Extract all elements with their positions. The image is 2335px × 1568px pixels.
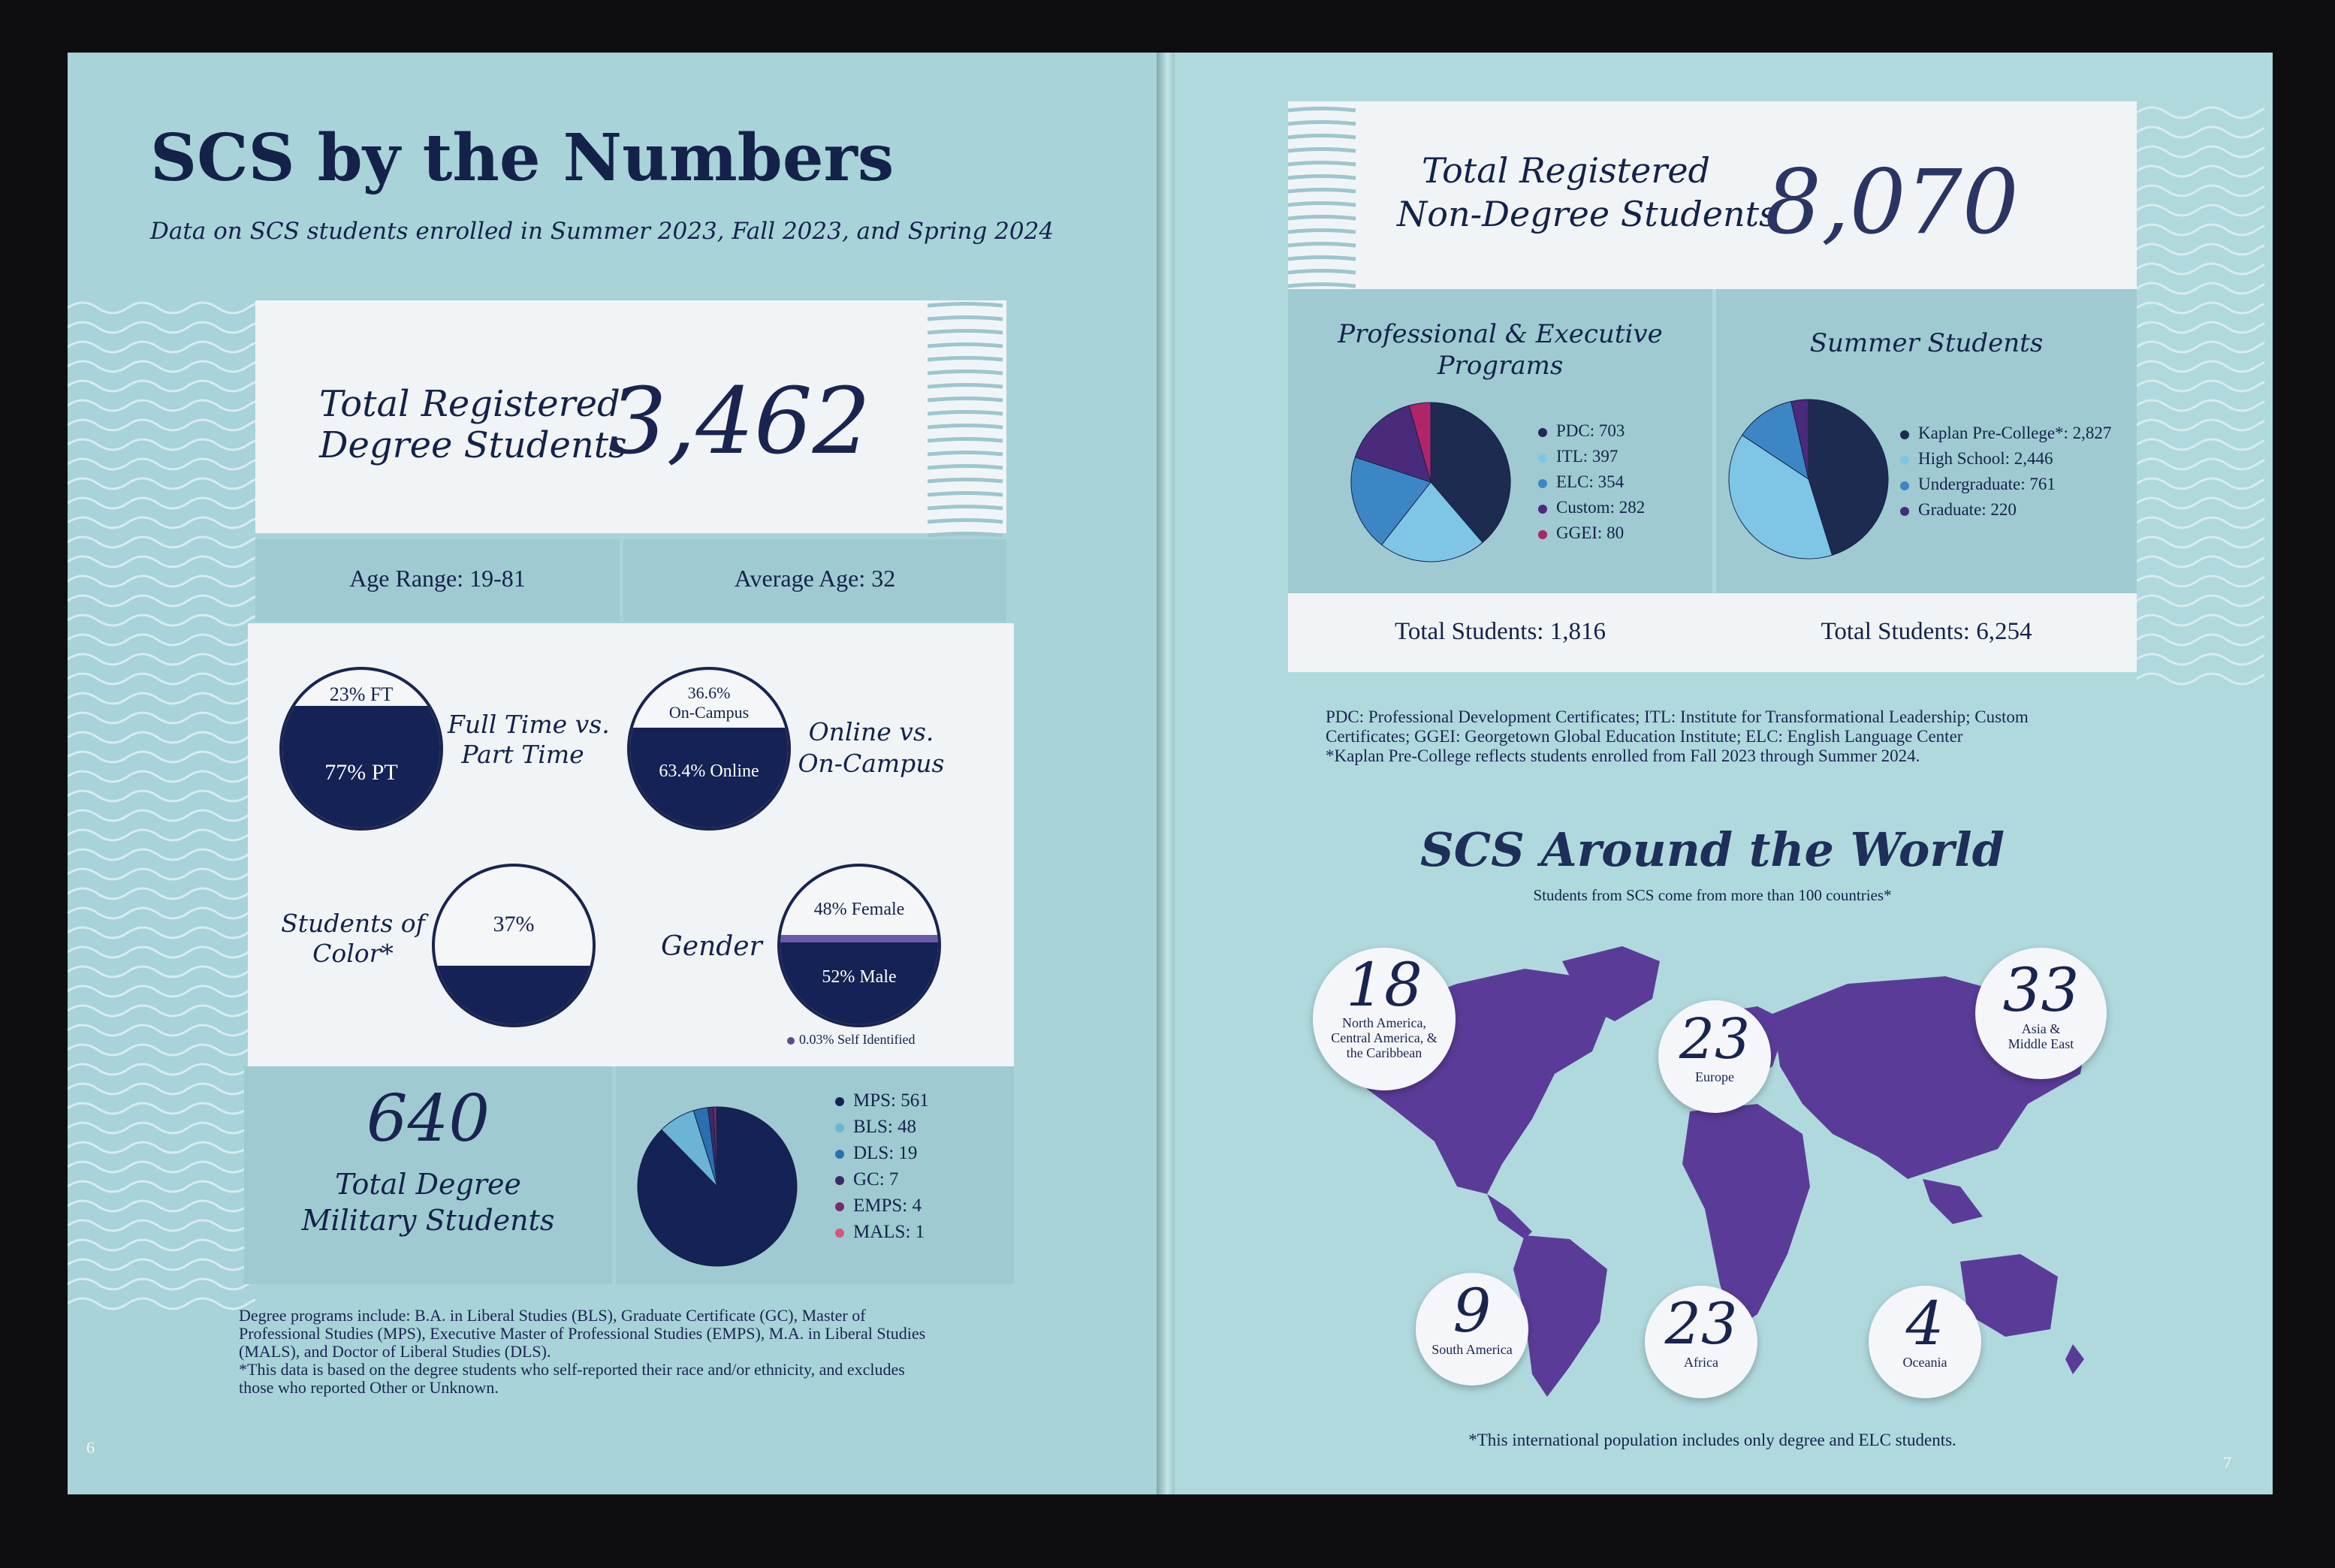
wave-line (2137, 674, 2264, 684)
wave-line (68, 420, 255, 430)
self-identified-dot (787, 1037, 795, 1045)
female-label: 48% Female (813, 900, 905, 919)
legend-dot (835, 1097, 844, 1106)
prof-title-1: Professional & Executive (1338, 319, 1663, 349)
legend-item (1538, 469, 1645, 495)
region-sa-label: South America (1431, 1342, 1513, 1357)
region-asia-label-2: Middle East (2008, 1036, 2074, 1051)
wave-line (68, 303, 255, 313)
map-new-zealand (2065, 1344, 2084, 1374)
wave-line (2137, 244, 2264, 255)
stripe-line (928, 385, 1003, 387)
nondegree-label-1: Total Registered (1421, 150, 1711, 191)
legend-dot (1538, 479, 1547, 488)
stripe-line (1288, 217, 1356, 219)
degree-label-2: Degree Students (319, 424, 627, 466)
legend-item (835, 1166, 929, 1193)
wave-line (68, 342, 255, 352)
age-range: Age Range: 19-81 (349, 565, 526, 592)
wave-line (2137, 303, 2264, 313)
stripe-line (928, 534, 1003, 536)
wave-line (2137, 342, 2264, 352)
wave-line (68, 908, 255, 918)
stripes-decoration (928, 297, 1010, 537)
region-na-label-3: the Caribbean (1346, 1045, 1422, 1060)
wave-line (68, 1201, 255, 1211)
wave-line (2137, 537, 2264, 547)
region-asia (1975, 948, 2107, 1079)
wave-line (2137, 635, 2264, 645)
wave-line (2137, 517, 2264, 528)
stripe-line (928, 426, 1003, 428)
military-value: 640 (366, 1081, 490, 1156)
legend-label: Custom: 282 (1556, 498, 1646, 517)
wave-line (68, 869, 255, 879)
wave-line (68, 1259, 255, 1270)
legend-dot (1538, 505, 1547, 514)
wave-line (68, 693, 255, 704)
wave-pattern-right (2137, 105, 2264, 691)
wave-line (68, 537, 255, 547)
page-subtitle: Data on SCS students enrolled in Summer 2023, Fall 2023, and Spring 2024 (150, 218, 1054, 245)
wave-line (2137, 576, 2264, 586)
stripe-line (1288, 190, 1356, 192)
stripe-line (928, 507, 1003, 509)
book-spine (1157, 53, 1175, 1494)
wave-line (2137, 322, 2264, 333)
wave-line (68, 361, 255, 372)
legend-label: GGEI: 80 (1556, 523, 1625, 542)
footnote-line: *This data is based on the degree students who self-reported their race and/or ethnicity, and excludes (239, 1360, 905, 1379)
wave-line (68, 732, 255, 743)
wave-line (68, 1220, 255, 1231)
prof-pie (1348, 400, 1513, 565)
legend-label: MPS: 561 (853, 1090, 929, 1111)
legend-dot (1900, 430, 1909, 439)
wave-line (68, 1142, 255, 1153)
stripes-decoration-right (1288, 101, 1359, 289)
stripe-line (1288, 285, 1356, 287)
ft-label: 23% FT (329, 683, 394, 705)
world-subtitle: Students from SCS come from more than 100 countries* (1533, 886, 1892, 904)
wave-line (2137, 459, 2264, 469)
online-label: 63.4% Online (659, 761, 759, 781)
wave-line (68, 947, 255, 957)
page-number-right: 7 (2223, 1453, 2231, 1472)
wave-line (68, 752, 255, 762)
stripe-line (928, 493, 1003, 496)
wave-line (68, 986, 255, 997)
nondegree-total: 8,070 (1765, 150, 2019, 254)
stripe-line (928, 412, 1003, 415)
legend-dot (1900, 456, 1909, 465)
map-southeast-asia (1923, 1179, 1983, 1224)
legend-label: ELC: 354 (1556, 472, 1625, 491)
stripe-line (928, 439, 1003, 442)
legend-item (1900, 446, 2111, 472)
legend-dot (1538, 428, 1547, 437)
wave-line (68, 1103, 255, 1114)
region-na-label-1: North America, (1342, 1015, 1426, 1030)
legend-dot (835, 1176, 844, 1185)
legend-item (835, 1219, 929, 1245)
average-age: Average Age: 32 (734, 565, 896, 592)
wave-line (68, 615, 255, 626)
legend-dot (1900, 507, 1909, 516)
stripe-line (1288, 149, 1356, 152)
stripe-line (928, 453, 1003, 455)
legend-dot (1900, 481, 1909, 490)
wave-line (2137, 654, 2264, 665)
wave-line (68, 1084, 255, 1094)
region-africa (1645, 1286, 1757, 1398)
legend-label: MALS: 1 (853, 1222, 925, 1242)
legend-item (1538, 418, 1645, 444)
online-caption-1: Online vs. (808, 717, 934, 746)
stripe-line (928, 304, 1003, 306)
legend-item (1900, 472, 2111, 497)
wave-line (68, 849, 255, 860)
gender-caption: Gender (661, 931, 762, 962)
wave-line (68, 517, 255, 528)
stripe-line (1288, 244, 1356, 246)
region-africa-count: 23 (1664, 1290, 1738, 1357)
wave-line (68, 498, 255, 508)
wave-line (68, 576, 255, 586)
wave-line (2137, 439, 2264, 450)
legend-item (835, 1140, 929, 1166)
ft-caption-2: Part Time (461, 740, 584, 769)
stripe-line (928, 345, 1003, 347)
self-identified-text: 0.03% Self Identified (799, 1032, 916, 1047)
wave-line (2137, 420, 2264, 430)
stripe-line (1288, 258, 1356, 260)
world-title: SCS Around the World (1420, 822, 2005, 877)
wave-line (68, 1298, 255, 1309)
legend-item (1538, 444, 1645, 469)
right-footnotes (1326, 707, 2107, 766)
stripe-line (928, 466, 1003, 469)
wave-line (2137, 478, 2264, 489)
region-africa-label: Africa (1684, 1355, 1718, 1370)
legend-label: BLS: 48 (853, 1117, 917, 1137)
stripe-line (1288, 109, 1356, 111)
color-value: 37% (493, 912, 535, 936)
color-caption-1: Students of (281, 909, 425, 938)
region-na-label-2: Central America, & (1331, 1030, 1438, 1045)
wave-line (68, 1064, 255, 1075)
stripe-line (1288, 271, 1356, 273)
summer-total: Total Students: 6,254 (1821, 618, 2032, 645)
wave-line (2137, 361, 2264, 372)
legend-item (1538, 495, 1645, 520)
stripe-line (1288, 122, 1356, 125)
legend-item (1538, 520, 1645, 546)
summer-title: Summer Students (1809, 328, 2044, 358)
wave-line (2137, 283, 2264, 294)
region-north-america (1313, 948, 1456, 1090)
stripe-line (928, 331, 1003, 333)
wave-line (2137, 264, 2264, 274)
oncampus-percent: 36.6% (687, 683, 731, 702)
online-caption-2: On-Campus (798, 749, 945, 778)
military-caption-2: Military Students (301, 1204, 555, 1237)
wave-line (2137, 225, 2264, 235)
wave-line (68, 1045, 255, 1055)
self-identified-note (787, 1032, 915, 1048)
wave-line (2137, 498, 2264, 508)
footnote-line: Professional Studies (MPS), Executive Master of Professional Studies (EMPS), M.A. in Liberal Studies (239, 1324, 926, 1343)
stripe-line (1288, 163, 1356, 165)
legend-label: GC: 7 (853, 1169, 899, 1190)
region-asia-count: 33 (2002, 955, 2080, 1025)
wave-line (68, 322, 255, 333)
region-sa-count: 9 (1453, 1276, 1492, 1346)
legend-label: Kaplan Pre-College*: 2,827 (1918, 424, 2112, 442)
degree-label-1: Total Registered (319, 383, 620, 425)
region-europe-label: Europe (1695, 1069, 1734, 1084)
prof-title-2: Programs (1437, 351, 1564, 381)
legend-label: Undergraduate: 761 (1918, 475, 2056, 493)
legend-dot (835, 1202, 844, 1211)
legend-dot (1538, 530, 1547, 539)
stripe-line (1288, 176, 1356, 179)
color-caption-2: Color* (312, 939, 394, 968)
stripe-line (928, 372, 1003, 374)
wave-line (68, 966, 255, 977)
wave-line (2137, 127, 2264, 137)
wave-line (68, 635, 255, 645)
pt-label: 77% PT (324, 760, 398, 785)
stripe-line (928, 480, 1003, 482)
legend-item (1900, 497, 2111, 523)
male-label: 52% Male (822, 967, 897, 987)
wave-line (2137, 596, 2264, 606)
legend-label: ITL: 397 (1556, 447, 1619, 466)
left-footnotes (239, 1307, 1020, 1397)
wave-line (68, 771, 255, 782)
stripe-line (928, 399, 1003, 401)
legend-item (835, 1114, 929, 1140)
wave-line (68, 1123, 255, 1133)
region-south-america (1416, 1273, 1528, 1386)
gender-circle (777, 864, 941, 1027)
wave-line (68, 1181, 255, 1192)
stripe-line (928, 520, 1003, 523)
footnote-line: (MALS), and Doctor of Liberal Studies (DLS). (239, 1342, 551, 1361)
legend-label: High School: 2,446 (1918, 449, 2053, 468)
region-europe (1658, 1000, 1771, 1113)
region-asia-label-1: Asia & (2021, 1021, 2061, 1036)
military-caption-1: Total Degree (335, 1168, 521, 1201)
wave-line (68, 1006, 255, 1016)
legend-dot (835, 1123, 844, 1132)
military-legend (835, 1087, 929, 1245)
page-title: SCS by the Numbers (150, 120, 894, 196)
wave-line (2137, 185, 2264, 196)
wave-line (68, 791, 255, 801)
footnote-line: PDC: Professional Development Certificates; ITL: Institute for Transformational Leadership; Custom (1326, 707, 2029, 726)
legend-dot (835, 1150, 844, 1159)
wave-line (68, 478, 255, 489)
footnote-line: *Kaplan Pre-College reflects students enrolled from Fall 2023 through Summer 2024. (1326, 746, 1920, 765)
wave-line (2137, 556, 2264, 567)
stripe-line (928, 318, 1003, 320)
oncampus-label: On-Campus (668, 703, 750, 722)
summer-legend (1900, 421, 2111, 523)
stripe-line (1288, 231, 1356, 233)
prof-total: Total Students: 1,816 (1395, 618, 1606, 645)
wave-line (68, 381, 255, 391)
region-oceania-label: Oceania (1902, 1355, 1947, 1370)
prof-legend (1538, 418, 1645, 546)
wave-line (68, 713, 255, 723)
footnote-line: those who reported Other or Unknown. (239, 1378, 499, 1397)
wave-line (68, 888, 255, 899)
summer-pie (1726, 397, 1891, 562)
stripe-line (1288, 204, 1356, 206)
footnote-line: Degree programs include: B.A. in Liberal Studies (BLS), Graduate Certificate (GC), Master of (239, 1306, 866, 1325)
legend-dot (1538, 454, 1547, 463)
wave-line (2137, 400, 2264, 411)
region-europe-count: 23 (1679, 1007, 1751, 1072)
footnote-line: Certificates; GGEI: Georgetown Global Education Institute; ELC: English Language Center (1326, 727, 1963, 746)
wave-line (68, 1279, 255, 1289)
map-central-america (1487, 1194, 1532, 1239)
legend-label: EMPS: 4 (853, 1196, 922, 1216)
stripe-line (1288, 136, 1356, 138)
legend-item (835, 1193, 929, 1219)
wave-line (2137, 615, 2264, 626)
ft-caption-1: Full Time vs. (448, 710, 610, 739)
page-number-left: 6 (86, 1438, 95, 1457)
wave-line (68, 556, 255, 567)
wave-line (68, 439, 255, 450)
wave-line (68, 927, 255, 938)
degree-total: 3,462 (608, 368, 871, 475)
region-oceania-count: 4 (1905, 1289, 1944, 1358)
legend-dot (835, 1229, 844, 1238)
wave-line (2137, 381, 2264, 391)
wave-line (2137, 146, 2264, 157)
world-footnote: *This international population includes only degree and ELC students. (1468, 1431, 1956, 1449)
military-pie (635, 1104, 800, 1269)
wave-line (68, 830, 255, 840)
legend-label: Graduate: 220 (1918, 500, 2017, 519)
wave-line (68, 810, 255, 821)
wave-line (68, 596, 255, 606)
nondegree-label-2: Non-Degree Students (1397, 194, 1777, 234)
region-oceania (1869, 1286, 1981, 1398)
color-circle (432, 864, 596, 1027)
wave-line (68, 1240, 255, 1250)
fulltime-circle (279, 667, 443, 831)
wave-line (68, 654, 255, 665)
wave-line (68, 674, 255, 684)
wave-line (68, 1162, 255, 1172)
legend-item (1900, 421, 2111, 446)
stripe-line (928, 358, 1003, 360)
legend-label: PDC: 703 (1556, 421, 1625, 440)
wave-line (68, 459, 255, 469)
region-na-count: 18 (1346, 950, 1422, 1020)
wave-line (2137, 107, 2264, 118)
wave-line (2137, 166, 2264, 176)
wave-pattern-left (68, 300, 255, 1314)
online-circle (627, 667, 791, 831)
legend-label: DLS: 19 (853, 1143, 918, 1163)
wave-line (68, 400, 255, 411)
wave-line (2137, 205, 2264, 216)
wave-line (68, 1025, 255, 1036)
legend-item (835, 1087, 929, 1114)
